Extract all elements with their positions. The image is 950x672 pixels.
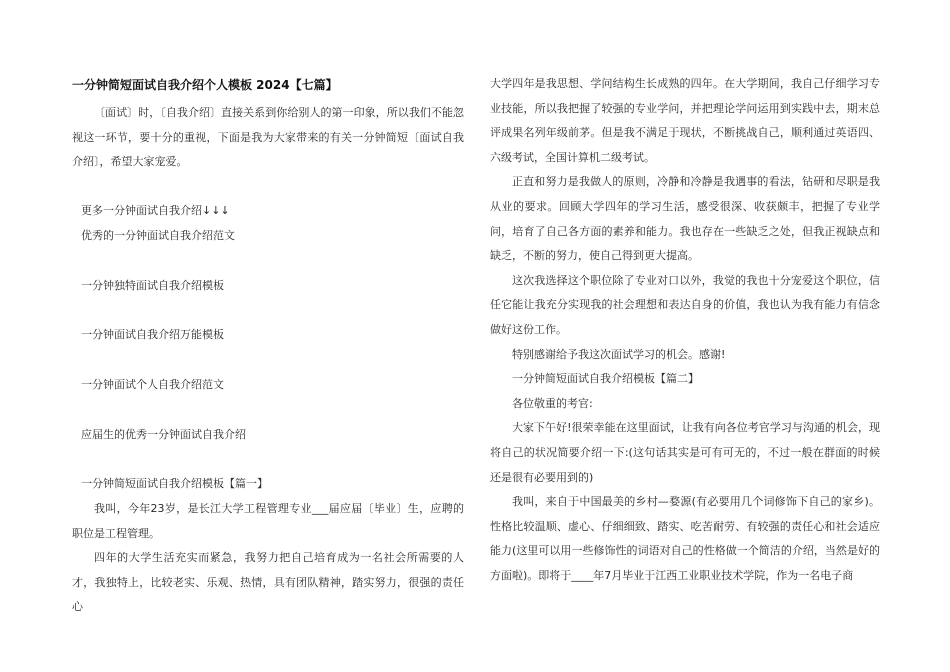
right-paragraph-6: 我叫，来自于中国最美的乡村—婺源(有必要用几个词修饰下自己的家乡)。性格比较温顺、虚心、仔细细致、踏实、吃苦耐劳、有较强的责任心和社会适应能力(这里可以用一些修饰性的词语对自己的性格做一个简洁的介绍，当然是好的方面啦)。即将于____年7月毕业于江西工业职业技术学院，作为一名电子商 (490, 495, 880, 582)
left-column (72, 101, 464, 175)
link-1[interactable]: 优秀的一分钟面试自我介绍范文 (81, 229, 235, 242)
link-4[interactable]: 一分钟面试个人自我介绍范文 (81, 378, 224, 391)
right-paragraph-4: 特别感谢给予我这次面试学习的机会。感谢! (512, 347, 726, 361)
greeting-line: 各位敬重的考官: (512, 396, 593, 410)
left-paragraph-2: 四年的大学生活充实而紧急，我努力把自己培育成为一名社会所需要的人才，我独特上，比较老实、乐观、热情，具有团队精神，踏实努力，很强的责任心 (72, 551, 464, 614)
right-paragraph-5: 大家下午好!很荣幸能在这里面试，让我有向各位考官学习与沟通的机会，现将自己的状况简要介绍一下:(这句话其实是可有可无的，不过一般在群面的时候还是很有必要用到的) (490, 421, 880, 484)
link-2[interactable]: 一分钟独特面试自我介绍模板 (81, 279, 224, 292)
section1-heading: 一分钟简短面试自我介绍模板【篇一】 (81, 477, 268, 490)
left-body (72, 497, 464, 620)
link-3[interactable]: 一分钟面试自我介绍万能模板 (81, 328, 224, 341)
left-paragraph-1: 我叫，今年23岁，是长江大学工程管理专业___届应届〔毕业〕生，应聘的职位是工程管理。 (72, 502, 464, 540)
right-paragraph-1: 大学四年是我思想、学问结构生长成熟的四年。在大学期间，我自己仔细学习专业技能，所以我把握了较强的专业学问，并把理论学问运用到实践中去，期末总评成果名列年级前茅。但是我不满足于现状，不断挑战自己，顺利通过英语四、六级考试，全国计算机二级考试。 (490, 77, 880, 164)
right-paragraph-3: 这次我选择这个职位除了专业对口以外，我觉的我也十分宠爱这个职位，信任它能让我充分实现我的社会理想和表达自身的价值，我也认为我有能力有信念做好这份工作。 (490, 273, 880, 336)
section2-heading: 一分钟简短面试自我介绍模板【篇二】 (512, 372, 699, 386)
intro-paragraph: 〔面试〕时，〔自我介绍〕直接关系到你给别人的第一印象，所以我们不能忽视这一环节，要十分的重视，下面是我为大家带来的有关一分钟简短〔面试自我介绍〕，希望大家宠爱。 (72, 106, 464, 169)
right-column (490, 72, 880, 588)
more-link[interactable]: 更多一分钟面试自我介绍↓↓↓ (81, 204, 230, 217)
right-paragraph-2: 正直和努力是我做人的原则，冷静和冷静是我遇事的看法，钻研和尽职是我从业的要求。回顾大学四年的学习生活，感受很深、收获颇丰，把握了专业学问，培育了自己各方面的素养和能力。我也存在一些缺乏之处，但我正视缺点和缺乏，不断的努力，使自己得到更大提高。 (490, 175, 880, 263)
document-title: 一分钟简短面试自我介绍个人模板 2024【七篇】 (72, 78, 338, 92)
link-5[interactable]: 应届生的优秀一分钟面试自我介绍 (81, 428, 246, 441)
